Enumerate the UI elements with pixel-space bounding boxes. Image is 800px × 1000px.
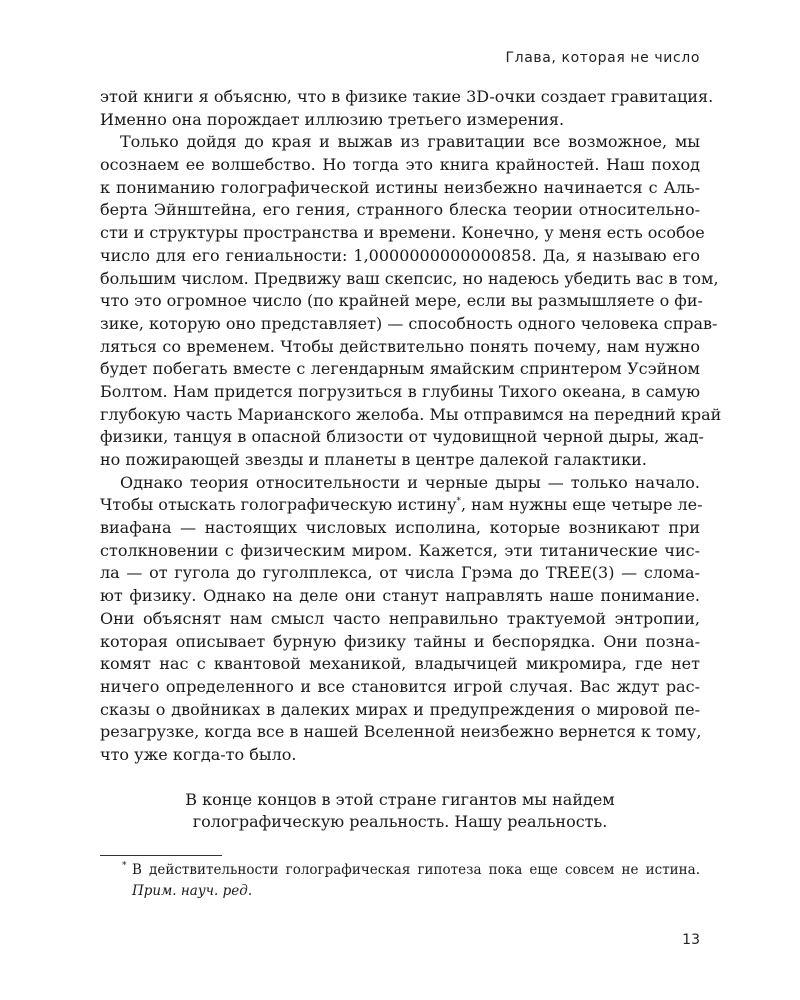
- paragraph-3: [100, 472, 703, 767]
- text-fragment: , нам нужны еще четыре ле-: [461, 495, 703, 515]
- text-line: Они объяснят нам смысл часто неправильно трактуемой энтропии,: [100, 608, 700, 628]
- text-line: ют физику. Однако на деле они станут направлять наше понимание.: [100, 586, 700, 606]
- text-line: голографическую реальность. Нашу реальность.: [192, 812, 608, 832]
- footnote-reference[interactable]: *: [456, 497, 461, 508]
- text-line: физики, танцуя в опасной близости от чудовищной черной дыры, жад-: [100, 427, 704, 447]
- text-line: зике, которую оно представляет) — способность одного человека справ-: [100, 313, 718, 333]
- paragraph-gap: [100, 767, 700, 789]
- text-line: Однако теория относительности и черные дыры — только начало.: [120, 472, 700, 492]
- text-line: которая описывает бурную физику тайны и беспорядка. Они позна-: [100, 631, 700, 651]
- paragraph-1: [100, 86, 714, 131]
- closing-statement: [100, 789, 700, 834]
- page-number: 13: [682, 932, 700, 948]
- text-line: глубокую часть Марианского желоба. Мы отправимся на передний край: [100, 404, 722, 424]
- text-line: но пожирающей звезды и планеты в центре далекой галактики.: [100, 450, 647, 469]
- text-line: Именно она порождает иллюзию третьего измерения.: [100, 109, 565, 129]
- text-line: столкновении с физическим миром. Кажется, эти титанические чис-: [100, 540, 700, 560]
- text-line: будет побегать вместе с легендарным ямайским спринтером Усэйном: [100, 359, 700, 379]
- main-text: [100, 86, 722, 834]
- text-line: большим числом. Предвижу ваш скепсис, но надеюсь убедить вас в том,: [100, 268, 719, 288]
- text-line: осознаем ее волшебство. Но тогда это книга крайностей. Наш поход: [100, 155, 700, 175]
- footnote-line: [100, 860, 700, 881]
- text-line: комят нас с квантовой механикой, владычицей микромира, где нет: [100, 654, 700, 674]
- text-line-with-footnote: [100, 494, 703, 517]
- text-line: сти и структуры пространства и времени. Конечно, у меня есть особое: [100, 223, 705, 243]
- text-line: сказы о двойниках в далеких мирах и предупреждения о мировой пе-: [100, 699, 700, 719]
- text-line: к пониманию голографической истины неизбежно начинается с Аль-: [100, 177, 700, 197]
- text-line: этой книги я объясню, что в физике такие 3D-очки создает гравитация.: [100, 87, 714, 106]
- running-head: Глава, которая не число: [505, 50, 700, 66]
- text-line: число для его гениальности: 1,0000000000000858. Да, я называю его: [100, 245, 700, 265]
- text-line: берта Эйнштейна, его гения, странного блеска теории относительно-: [100, 200, 700, 220]
- text-line: что это огромное число (по крайней мере, если вы размышляете о фи-: [100, 291, 703, 311]
- paragraph-2: [100, 131, 722, 471]
- text-line: ничего определенного и все становится игрой случая. Вас ждут рас-: [100, 676, 700, 696]
- text-line: ляться со временем. Чтобы действительно понять почему, нам нужно: [100, 336, 700, 356]
- text-line: резагрузке, когда все в нашей Вселенной неизбежно вернется к тому,: [100, 722, 702, 742]
- text-line: ла — от гугола до гуголплекса, от числа Грэма до TREE(3) — слома-: [100, 563, 700, 583]
- footnote: [100, 860, 700, 902]
- footnote-marker: *: [122, 861, 127, 871]
- text-line: что уже когда-то было.: [100, 744, 297, 764]
- footnote-editor-note: Прим. науч. ред.: [132, 883, 253, 899]
- text-line: виафана — настоящих числовых исполина, которые возникают при: [100, 518, 700, 538]
- text-line: Только дойдя до края и выжав из гравитации все возможное, мы: [120, 132, 700, 152]
- footnote-divider: [100, 855, 222, 856]
- text-line: Болтом. Нам придется погрузиться в глубины Тихого океана, в самую: [100, 381, 700, 401]
- text-fragment: Чтобы отыскать голографическую истину: [100, 495, 457, 515]
- footnote-text: В действительности голографическая гипотеза пока еще совсем не истина.: [132, 862, 700, 878]
- footnote-line: [100, 881, 700, 902]
- text-line: В конце концов в этой стране гигантов мы найдем: [185, 789, 615, 809]
